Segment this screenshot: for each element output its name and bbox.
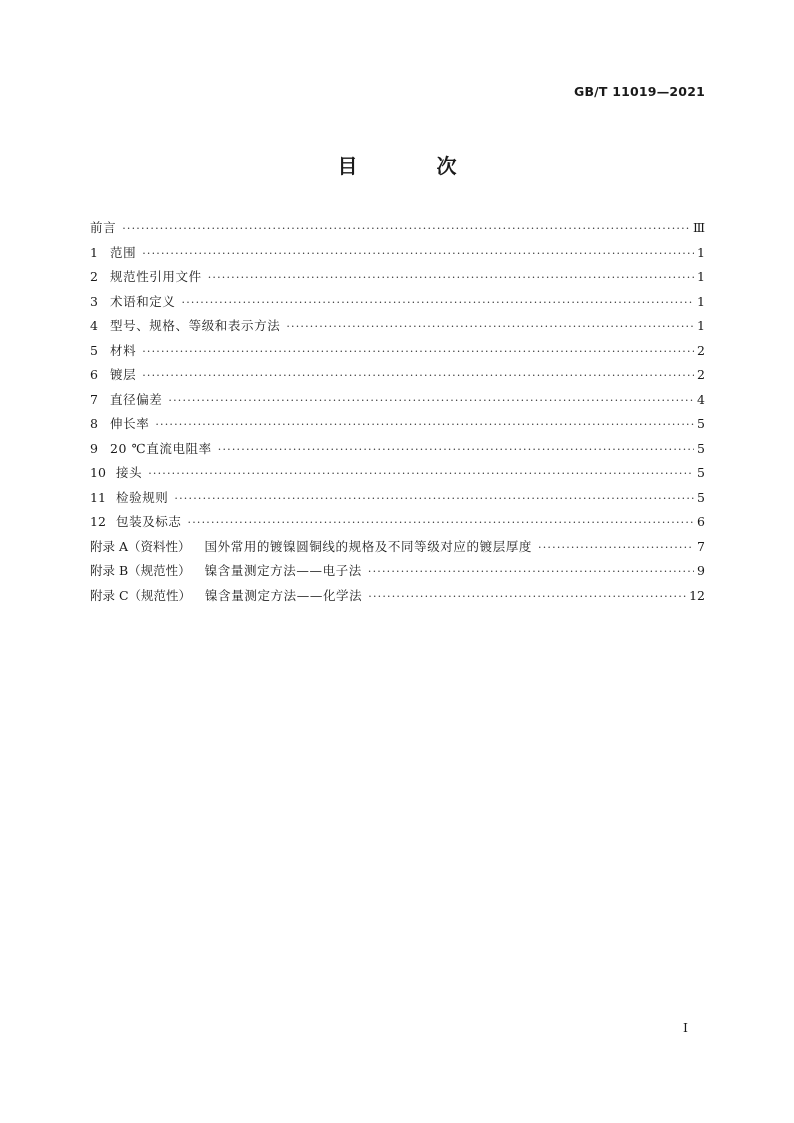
toc-item-text: 接头 — [116, 465, 143, 480]
standard-number: GB/T 11019—2021 — [573, 84, 705, 99]
toc-item-annex-b[interactable] — [90, 559, 705, 584]
toc-item-text: 直径偏差 — [110, 391, 163, 407]
toc-item-6[interactable] — [90, 363, 705, 388]
toc-item-number: 12 — [90, 514, 106, 529]
toc-leader-dots — [174, 487, 694, 512]
toc-item-page: 1 — [697, 244, 705, 260]
toc-item-2[interactable] — [90, 265, 705, 290]
toc-item-page: 1 — [697, 293, 705, 309]
toc-leader-dots — [368, 560, 694, 585]
toc-leader-dots — [142, 364, 694, 389]
toc-leader-dots — [286, 315, 694, 340]
toc-item-page: 4 — [697, 391, 705, 407]
toc-leader-dots — [208, 266, 694, 291]
toc-item-text: 20 ℃直流电阻率 — [110, 440, 212, 456]
toc-item-text: 术语和定义 — [110, 293, 176, 309]
toc-leader-dots — [188, 511, 694, 536]
toc-item-page: 7 — [697, 538, 705, 554]
table-of-contents — [90, 216, 705, 608]
page-number: I — [683, 1020, 688, 1035]
toc-leader-dots — [148, 462, 694, 487]
toc-item-text: 型号、规格、等级和表示方法 — [110, 318, 281, 333]
toc-item-page: 12 — [689, 587, 705, 603]
toc-item-page: 5 — [697, 465, 705, 480]
toc-annex-label: 附录 B（规范性） — [90, 563, 191, 578]
toc-item-3[interactable] — [90, 290, 705, 315]
toc-item-1[interactable] — [90, 241, 705, 266]
toc-item-number: 1 — [90, 244, 98, 260]
toc-leader-dots — [218, 438, 694, 463]
toc-item-4[interactable] — [90, 314, 705, 339]
toc-item-text: 材料 — [110, 342, 137, 358]
toc-item-number: 4 — [90, 318, 98, 333]
toc-item-text: 检验规则 — [116, 489, 169, 505]
toc-item-5[interactable] — [90, 339, 705, 364]
toc-item-11[interactable] — [90, 486, 705, 511]
toc-annex-label: 附录 C（规范性） — [90, 587, 192, 603]
toc-item-text: 镍含量测定方法——化学法 — [205, 587, 363, 603]
toc-item-number: 7 — [90, 391, 98, 407]
toc-item-text: 镀层 — [110, 367, 137, 382]
toc-item-10[interactable] — [90, 461, 705, 486]
toc-item-text: 镍含量测定方法——电子法 — [204, 563, 362, 578]
toc-leader-dots — [155, 413, 694, 438]
toc-item-number: 9 — [90, 440, 98, 456]
toc-item-page: Ⅲ — [692, 220, 705, 235]
toc-item-page: 5 — [697, 489, 705, 505]
toc-leader-dots — [368, 585, 686, 610]
toc-leader-dots — [182, 291, 694, 316]
toc-item-foreword[interactable] — [90, 216, 705, 241]
toc-leader-dots — [168, 389, 694, 414]
toc-item-text: 规范性引用文件 — [110, 269, 202, 284]
toc-item-text: 前言 — [90, 220, 117, 235]
toc-item-page: 1 — [697, 269, 705, 284]
toc-item-number: 8 — [90, 416, 98, 431]
toc-item-number: 2 — [90, 269, 98, 284]
toc-leader-dots — [142, 340, 694, 365]
toc-item-page: 2 — [697, 367, 705, 382]
toc-item-page: 1 — [697, 318, 705, 333]
toc-item-text: 范围 — [110, 244, 137, 260]
toc-item-text: 包装及标志 — [116, 514, 182, 529]
toc-item-number: 10 — [90, 465, 106, 480]
toc-leader-dots — [122, 217, 690, 242]
toc-item-number: 6 — [90, 367, 98, 382]
toc-item-page: 2 — [697, 342, 705, 358]
toc-item-12[interactable] — [90, 510, 705, 535]
page-title: 目 次 — [337, 154, 493, 178]
toc-item-number: 3 — [90, 293, 98, 309]
toc-item-8[interactable] — [90, 412, 705, 437]
toc-item-number: 11 — [90, 489, 106, 505]
toc-leader-dots — [142, 242, 694, 267]
toc-item-text: 国外常用的镀镍圆铜线的规格及不同等级对应的镀层厚度 — [204, 538, 533, 554]
toc-item-page: 5 — [697, 440, 705, 456]
toc-item-page: 9 — [697, 563, 705, 578]
toc-annex-label: 附录 A（资料性） — [90, 538, 191, 554]
toc-item-7[interactable] — [90, 388, 705, 413]
toc-item-annex-a[interactable] — [90, 535, 705, 560]
toc-item-page: 6 — [697, 514, 705, 529]
toc-item-number: 5 — [90, 342, 98, 358]
toc-item-annex-c[interactable] — [90, 584, 705, 609]
toc-item-page: 5 — [697, 416, 705, 431]
toc-item-9[interactable] — [90, 437, 705, 462]
toc-leader-dots — [538, 536, 694, 561]
toc-item-text: 伸长率 — [110, 416, 150, 431]
